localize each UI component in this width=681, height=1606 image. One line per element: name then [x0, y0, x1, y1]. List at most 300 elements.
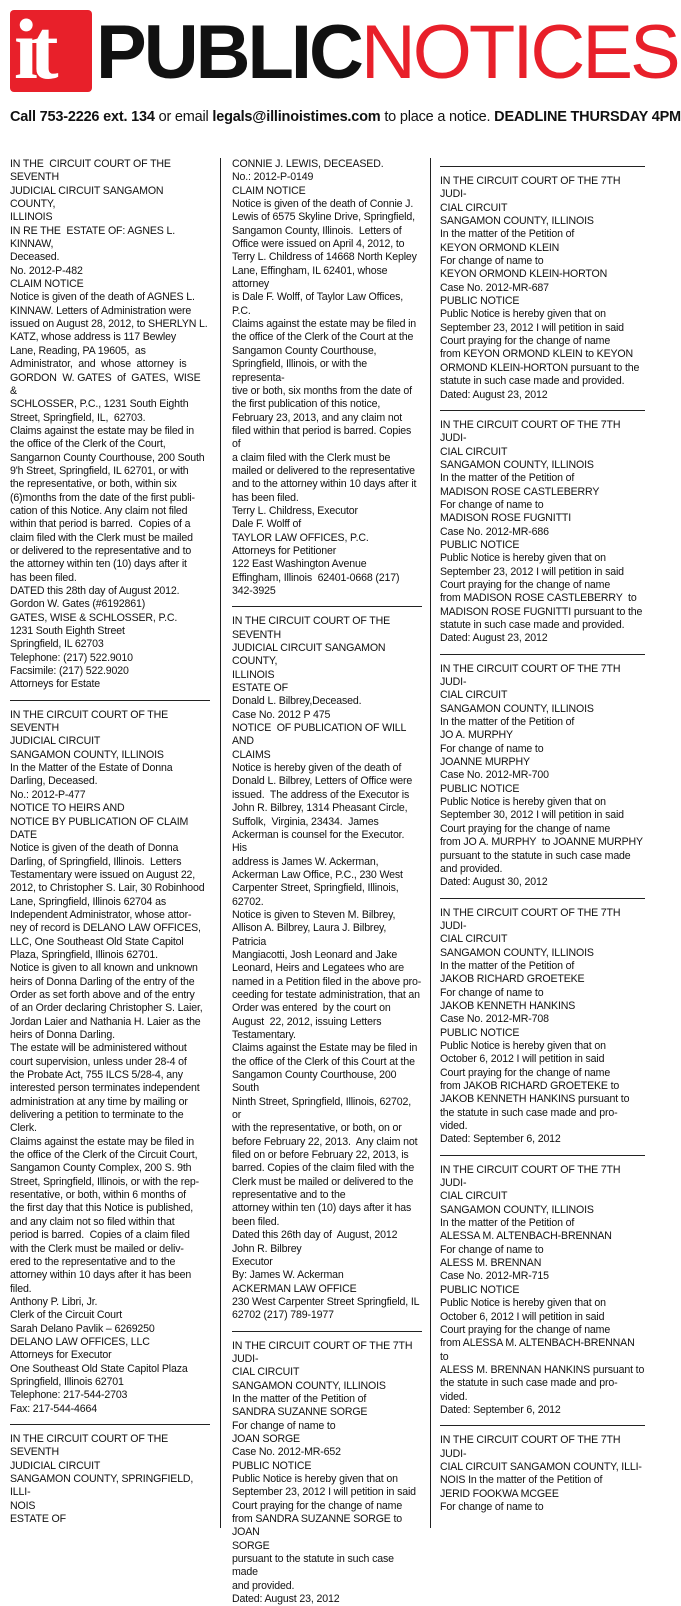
notice-line: SANGAMON COUNTY, ILLINOIS: [440, 1203, 594, 1216]
notice-divider: [440, 1155, 645, 1156]
notice-line: Court praying for the change of name: [440, 1323, 611, 1336]
notice-line: ORMOND KLEIN-HORTON pursuant to the: [440, 361, 640, 374]
notice-line: 342-3925: [232, 585, 276, 597]
notice-line: Fax: 217-544-4664: [10, 1402, 97, 1415]
notice-line: PUBLIC NOTICE: [440, 1283, 520, 1296]
notice-line: Case No. 2012 P 475: [232, 708, 331, 721]
notice-line: Springfield, Illinois 62701: [10, 1375, 124, 1388]
notice-line: SCHLOSSER, P.C., 1231 South Eighth: [10, 398, 189, 411]
notice-line: In the matter of the Petition of: [440, 228, 575, 241]
notice-line: ney of record is DELANO LAW OFFICES,: [10, 922, 201, 935]
notice-line: SANGAMON COUNTY, SPRINGFIELD, ILLI-: [10, 1473, 197, 1499]
notice-line: For change of name to: [440, 1243, 544, 1256]
notice-line: and provided.: [232, 1579, 295, 1592]
illinois-times-logo: it: [10, 10, 92, 92]
notice-line: In the matter of the Petition of: [440, 1217, 575, 1230]
notice-line: IN THE CIRCUIT COURT OF THE SEVENTH: [10, 1432, 171, 1459]
notice-line: attorney within ten (10) days after it has: [232, 1202, 412, 1215]
notice-line: ILLINOIS: [232, 668, 275, 681]
notice-line: Administrator, and whose attorney is: [10, 358, 187, 371]
notice-line: representative and to the: [232, 1189, 346, 1202]
notice-line: IN THE CIRCUIT COURT OF THE SEVENTH: [232, 615, 393, 641]
notice-line: IN RE THE ESTATE OF: AGNES L. KINNAW,: [10, 224, 178, 251]
notice-line: Donald L. Bilbrey, Letters of Office were: [232, 775, 413, 788]
notice-line: has been filed.: [232, 491, 299, 504]
notice-line: a claim filed with the Clerk must be: [232, 451, 391, 464]
notice-line: the office of the Clerk of the Circuit Court,: [10, 1149, 198, 1162]
notice-column-1: [10, 158, 210, 1536]
notice-line: 1231 South Eighth Street: [10, 625, 125, 638]
column-divider: [220, 158, 221, 1528]
notice-line: period is barred. Copies of a claim filed: [10, 1229, 190, 1242]
notice-line: Gordon W. Gates (#6192861): [10, 598, 146, 611]
notice-line: statute in such case made and provided.: [440, 375, 625, 388]
notice-line: JUDICIAL CIRCUIT: [10, 1459, 101, 1472]
notice-line: to: [440, 1350, 449, 1363]
notice-line: ALESS M. BRENNAN: [440, 1257, 542, 1270]
notice-line: Anthony P. Libri, Jr.: [10, 1295, 98, 1308]
notice-line: (6)months from the date of the first publi-: [10, 491, 195, 504]
notice-line: CIAL CIRCUIT: [440, 689, 508, 702]
notice-line: Court praying for the change of name: [232, 1499, 403, 1512]
notice-line: pursuant to the statute in such case made: [232, 1553, 397, 1579]
notice-line: No. 2012-P-482: [10, 264, 83, 277]
notice-line: before February 22, 2013. Any claim not: [232, 1135, 418, 1148]
notice-line: In the matter of the Petition of: [440, 959, 575, 972]
notice-line: Case No. 2012-MR-715: [440, 1270, 549, 1283]
notice-line: Court praying for the change of name: [440, 1066, 611, 1079]
notice-line: IN THE CIRCUIT COURT OF THE 7TH JUDI-: [440, 1434, 624, 1460]
notice-line: IN THE CIRCUIT COURT OF THE 7TH JUDI-: [440, 418, 624, 445]
legal-notice: [10, 158, 210, 692]
notice-line: John R. Bilbrey: [232, 1242, 302, 1255]
notice-divider: [10, 1424, 210, 1425]
notice-divider: [440, 1425, 645, 1426]
notice-line: SANDRA SUZANNE SORGE: [232, 1406, 368, 1419]
notice-line: Order as set forth above and of the entry: [10, 988, 195, 1001]
notice-line: For change of name to: [440, 1500, 544, 1513]
notice-line: Springfield, IL 62703: [10, 638, 104, 651]
notice-divider: [232, 1331, 422, 1332]
notice-line: 62702.: [232, 895, 264, 908]
notice-line: Notice is given of the death of Connie J.: [232, 198, 414, 211]
notice-line: Notice is given of the death of Donna: [10, 842, 179, 855]
notice-line: In the Matter of the Estate of Donna: [10, 762, 173, 775]
notice-line: MADISON ROSE FUGNITTI: [440, 512, 572, 525]
notice-line: Lane, Effingham, IL 62401, whose attorney: [232, 264, 391, 291]
notice-line: Testamentary.: [232, 1029, 296, 1041]
notice-line: September 23, 2012 I will petition in said: [440, 321, 624, 334]
notice-line: vided.: [440, 1390, 468, 1403]
notice-line: Carpenter Street, Springfield, Illinois,: [232, 882, 399, 895]
notice-line: JO A. MURPHY: [440, 729, 513, 742]
notice-line: the office of the Clerk of the Court,: [10, 438, 166, 451]
notice-line: Plaza, Springfield, Illinois 62701.: [10, 948, 158, 961]
notice-line: JAKOB RICHARD GROETEKE: [440, 973, 585, 986]
notice-line: Court praying for the change of name: [440, 578, 611, 591]
notice-line: 9'h Street, Springfield, IL 62701, or with: [10, 464, 189, 477]
title-public: PUBLIC: [96, 10, 361, 95]
notice-line: Court praying for the change of name: [440, 822, 611, 835]
notice-line: SORGE: [232, 1539, 270, 1552]
notice-line: 2012, to Christopher S. Lair, 30 Robinhood: [10, 882, 205, 895]
notice-line: Dated: August 30, 2012: [440, 876, 548, 889]
notice-line: Case No. 2012-MR-700: [440, 769, 549, 782]
notice-line: Case No. 2012-MR-687: [440, 281, 549, 294]
notice-line: DELANO LAW OFFICES, LLC: [10, 1335, 150, 1348]
notice-line: Claims against the Estate may be filed in: [232, 1042, 418, 1055]
notice-line: One Southeast Old State Capitol Plaza: [10, 1362, 188, 1375]
notice-line: Dale F. Wolff of: [232, 518, 302, 531]
legal-notice: [440, 663, 645, 890]
notice-line: ered to the representative and to the: [10, 1255, 176, 1268]
notice-line: issued. The address of the Executor is: [232, 788, 410, 801]
notice-line: has been filed.: [10, 571, 77, 584]
notice-line: John R. Bilbrey, 1314 Pheasant Circle,: [232, 802, 408, 815]
notice-line: Ninth Street, Springfield, Illinois, 62702, or: [232, 1095, 414, 1122]
notice-line: Public Notice is hereby given that on: [440, 308, 606, 321]
notice-line: Public Notice is hereby given that on: [440, 1297, 606, 1310]
notice-line: with the representative, or both, on or: [232, 1122, 402, 1135]
notice-line: Dated: September 6, 2012: [440, 1133, 561, 1146]
notice-line: resentative, or both, within 6 months of: [10, 1189, 186, 1202]
notice-line: PUBLIC NOTICE: [440, 1026, 520, 1039]
masthead: [0, 0, 681, 135]
notice-line: from ALESSA M. ALTENBACH-BRENNAN: [440, 1337, 635, 1350]
notice-line: Sarah Delano Pavlik – 6269250: [10, 1322, 155, 1335]
notice-line: the office of the Clerk of this Court at the: [232, 1055, 415, 1068]
notice-line: Donald L. Bilbrey,Deceased.: [232, 695, 362, 708]
notice-line: IN THE CIRCUIT COURT OF THE 7TH JUDI-: [440, 662, 624, 689]
notice-line: the first publication of this notice,: [232, 398, 381, 411]
notice-line: For change of name to: [440, 498, 544, 511]
legal-notice: [232, 615, 422, 1322]
notice-line: Dated: August 23, 2012: [440, 632, 548, 645]
notice-line: is Dale F. Wolff, of Taylor Law Offices, P.C.: [232, 291, 406, 317]
notice-line: Clerk must be mailed or delivered to the: [232, 1175, 414, 1188]
notice-divider: [232, 606, 422, 607]
legal-notice: [10, 709, 210, 1416]
notice-line: Order was entered by the court on: [232, 1002, 391, 1015]
phone-text: Call 753-2226 ext. 134: [10, 109, 155, 125]
notice-line: ESTATE OF: [10, 1513, 66, 1526]
notice-line: JOANNE MURPHY: [440, 756, 530, 769]
notice-line: September 23, 2012 I will petition in said: [232, 1486, 416, 1499]
notice-line: ceeding for testate administration, that an: [232, 988, 420, 1001]
notice-line: No.: 2012-P-0149: [232, 171, 314, 184]
notice-line: September 23, 2012 I will petition in said: [440, 565, 624, 578]
notice-line: Allison A. Bilbrey, Laura J. Bilbrey, Patricia: [232, 922, 390, 948]
notice-line: Sangarnon County Courthouse, 200 South: [10, 451, 205, 464]
notice-line: JERID FOOKWA MCGEE: [440, 1487, 559, 1500]
notice-line: February 23, 2013, and any claim not: [232, 411, 403, 424]
notice-line: PUBLIC NOTICE: [440, 782, 520, 795]
notice-line: SANGAMON COUNTY, ILLINOIS: [440, 702, 594, 715]
notice-line: In the matter of the Petition of: [440, 472, 575, 485]
notice-line: Effingham, Illinois 62401-0668 (217): [232, 571, 400, 584]
notice-line: CONNIE J. LEWIS, DECEASED.: [232, 158, 384, 170]
notice-line: For change of name to: [440, 255, 544, 268]
notice-line: Lewis of 6575 Skyline Drive, Springfield,: [232, 211, 415, 224]
notice-line: Telephone: 217-544-2703: [10, 1389, 128, 1402]
notice-line: Sangamon County Courthouse, 200 South: [232, 1069, 400, 1095]
notice-line: PUBLIC NOTICE: [440, 538, 520, 551]
notice-line: the Probate Act, 755 ILCS 5/28-4, any: [10, 1069, 183, 1082]
notice-line: the statute in such case made and pro-: [440, 1106, 618, 1119]
notice-line: Case No. 2012-MR-652: [232, 1446, 341, 1459]
notice-line: Street, Springfield, IL, 62703.: [10, 411, 146, 424]
notice-line: October 6, 2012 I will petition in said: [440, 1310, 605, 1323]
notice-line: heirs of Donna Darling of the entry of the: [10, 975, 195, 988]
notice-line: Sangamon County Complex, 200 S. 9th: [10, 1162, 192, 1175]
notice-line: with the Clerk must be mailed or deliv-: [10, 1242, 184, 1255]
notice-line: or delivered to the representative and to: [10, 544, 192, 557]
section-title: [96, 12, 678, 94]
notice-line: Independent Administrator, whose attor-: [10, 908, 192, 921]
notice-line: KINNAW. Letters of Administration were: [10, 304, 192, 317]
notice-line: Mangiacotti, Josh Leonard and Jake: [232, 948, 398, 961]
notice-line: No.: 2012-P-477: [10, 788, 86, 801]
notice-line: Suffolk, Virginia, 23434. James: [232, 815, 379, 828]
notice-line: Lane, Springfield, Illinois 62704 as: [10, 895, 166, 908]
notice-line: 230 West Carpenter Street Springfield, IL: [232, 1295, 420, 1308]
notice-line: Dated: August 23, 2012: [440, 388, 548, 401]
notice-line: address is James W. Ackerman,: [232, 855, 379, 868]
notice-line: vided.: [440, 1120, 468, 1133]
notice-line: CLAIM NOTICE: [232, 184, 306, 197]
notice-line: named in a Petition filed in the above pro-: [232, 975, 422, 988]
notice-line: JUDICIAL CIRCUIT SANGAMON COUNTY,: [232, 642, 389, 668]
notice-line: SANGAMON COUNTY, ILLINOIS: [10, 748, 164, 761]
notice-line: claim filed with the Clerk must be mailed: [10, 531, 193, 544]
notice-line: For change of name to: [232, 1419, 336, 1432]
notice-divider: [440, 654, 645, 655]
notice-column-3: [440, 158, 645, 1536]
notice-line: Dated: September 6, 2012: [440, 1403, 561, 1416]
notice-line: Sangamon County, Illinois. Letters of: [232, 224, 402, 237]
notice-line: CIAL CIRCUIT SANGAMON COUNTY, ILLI-: [440, 1460, 642, 1473]
notice-line: IN THE CIRCUIT COURT OF THE SEVENTH: [10, 708, 171, 735]
notice-line: For change of name to: [440, 742, 544, 755]
notice-line: from JO A. MURPHY to JOANNE MURPHY: [440, 836, 643, 849]
notice-line: CIAL CIRCUIT: [440, 445, 508, 458]
notice-line: Claims against the estate may be filed in: [10, 1135, 195, 1148]
notice-line: LLC, One Southeast Old State Capitol: [10, 935, 184, 948]
notice-line: delivering a petition to terminate to the: [10, 1109, 184, 1122]
notice-line: DATED this 28th day of August 2012.: [10, 585, 180, 597]
notice-line: KEYON ORMOND KLEIN-HORTON: [440, 268, 608, 281]
notice-line: CIAL CIRCUIT: [440, 201, 508, 214]
notice-line: IN THE CIRCUIT COURT OF THE SEVENTH: [10, 158, 174, 184]
notice-line: CIAL CIRCUIT: [232, 1366, 300, 1379]
notice-line: of an Order declaring Christopher S. Laier,: [10, 1002, 203, 1015]
notice-line: CLAIMS: [232, 748, 271, 761]
notice-line: the office of the Clerk of the Court at the: [232, 331, 414, 344]
notice-line: SANGAMON COUNTY, ILLINOIS: [440, 946, 594, 959]
notice-line: Attorneys for Estate: [10, 678, 101, 691]
notice-line: NOTICE TO HEIRS AND: [10, 802, 125, 815]
notice-line: Public Notice is hereby given that on: [440, 796, 606, 809]
notice-line: tive or both, six months from the date of: [232, 384, 412, 397]
column-divider: [430, 158, 431, 1528]
notice-line: IN THE CIRCUIT COURT OF THE 7TH JUDI-: [440, 1163, 624, 1190]
notice-line: In the matter of the Petition of: [232, 1392, 367, 1405]
notice-line: Dated this 26th day of August, 2012: [232, 1229, 398, 1242]
deadline-text: DEADLINE THURSDAY 4PM: [494, 109, 681, 125]
contact-tagline: Call 753-2226 ext. 134 or email legals@illinoistimes.com to place a notice. DEADLINE THURSDAY 4PM: [10, 109, 681, 125]
notice-line: Darling, of Springfield, Illinois. Letters: [10, 855, 182, 868]
notice-line: August 22, 2012, issuing Letters: [232, 1015, 382, 1028]
notice-line: barred. Copies of the claim filed with the: [232, 1162, 415, 1175]
notice-line: TAYLOR LAW OFFICES, P.C.: [232, 531, 369, 544]
notice-line: Facsimile: (217) 522.9020: [10, 665, 129, 678]
notice-line: MADISON ROSE CASTLEBERRY: [440, 485, 600, 498]
notice-line: Ackerman is counsel for the Executor. His: [232, 828, 410, 855]
notice-line: JAKOB KENNETH HANKINS: [440, 999, 576, 1012]
notice-line: and provided.: [440, 862, 503, 875]
notice-line: Notice is given to Steven M. Bilbrey,: [232, 908, 396, 921]
notice-line: NOTICE BY PUBLICATION OF CLAIM DATE: [10, 815, 191, 841]
notice-line: the attorney within ten (10) days after it: [10, 558, 187, 571]
legal-notice: [440, 1164, 645, 1418]
notice-line: administration at any time by mailing or: [10, 1095, 188, 1108]
notice-line: IN THE CIRCUIT COURT OF THE 7TH JUDI-: [440, 906, 624, 932]
notice-line: interested person terminates independent: [10, 1082, 200, 1095]
notice-line: ACKERMAN LAW OFFICE: [232, 1282, 357, 1295]
notice-line: court supervision, unless under 28-4 of: [10, 1055, 187, 1068]
notice-line: NOTICE OF PUBLICATION OF WILL AND: [232, 722, 409, 748]
notice-line: Court praying for the change of name: [440, 335, 611, 348]
notice-line: pursuant to the statute in such case made: [440, 849, 631, 862]
notice-line: Claims against the estate may be filed in: [10, 424, 195, 437]
email-link[interactable]: legals@illinoistimes.com: [212, 109, 381, 125]
notice-line: In the matter of the Petition of: [440, 716, 575, 729]
notice-line: Clerk of the Circuit Court: [10, 1309, 123, 1322]
notice-line: been filed.: [232, 1215, 280, 1228]
notice-line: SANGAMON COUNTY, ILLINOIS: [440, 215, 594, 228]
notice-line: issued on August 28, 2012, to SHERLYN L.: [10, 318, 208, 331]
notice-line: IN THE CIRCUIT COURT OF THE 7TH JUDI-: [232, 1339, 416, 1365]
notice-line: ESTATE OF: [232, 682, 288, 695]
notice-line: filed on or before February 22, 2013, is: [232, 1149, 409, 1162]
notice-line: heirs of Donna Darling.: [10, 1029, 115, 1041]
notice-line: 62702 (217) 789-1977: [232, 1309, 334, 1322]
notice-line: Public Notice is hereby given that on: [440, 552, 606, 565]
notice-line: from JAKOB RICHARD GROETEKE to: [440, 1080, 620, 1092]
notice-line: SANGAMON COUNTY, ILLINOIS: [440, 458, 594, 471]
notice-line: JOAN SORGE: [232, 1432, 300, 1445]
notice-line: Claims against the estate may be filed in: [232, 318, 417, 331]
notice-line: GATES, WISE & SCHLOSSER, P.C.: [10, 611, 178, 624]
notice-divider: [440, 898, 645, 899]
notice-line: Case No. 2012-MR-686: [440, 525, 549, 538]
notice-line: and to the attorney within 10 days after it: [232, 478, 417, 491]
notice-line: PUBLIC NOTICE: [440, 295, 520, 308]
notice-line: Office were issued on April 4, 2012, to: [232, 238, 405, 251]
notice-divider: [440, 166, 645, 167]
notice-line: ALESSA M. ALTENBACH-BRENNAN: [440, 1230, 612, 1243]
notice-line: Jordan Laier and Nathania H. Laier as the: [10, 1015, 201, 1028]
notice-line: NOIS In the matter of the Petition of: [440, 1474, 603, 1487]
notice-line: Clerk.: [10, 1122, 37, 1135]
notice-line: The estate will be administered without: [10, 1042, 187, 1055]
notice-line: By: James W. Ackerman: [232, 1269, 344, 1282]
notice-line: from KEYON ORMOND KLEIN to KEYON: [440, 348, 633, 361]
notice-line: IN THE CIRCUIT COURT OF THE 7TH JUDI-: [440, 175, 624, 201]
notice-line: filed within that period is barred. Copies of: [232, 424, 414, 451]
notice-line: from MADISON ROSE CASTLEBERRY to: [440, 592, 637, 605]
notice-line: Testamentary were issued on August 22,: [10, 868, 196, 881]
notice-line: Public Notice is hereby given that on: [440, 1039, 606, 1052]
notice-line: Telephone: (217) 522.9010: [10, 651, 133, 664]
notice-line: mailed or delivered to the representative: [232, 464, 415, 477]
notice-line: Attorneys for Executor: [10, 1349, 112, 1362]
notice-line: CLAIM NOTICE: [10, 278, 84, 291]
notice-line: the first day that this Notice is published,: [10, 1202, 194, 1215]
notice-divider: [440, 410, 645, 411]
notice-line: and any claim not so filed within that: [10, 1215, 175, 1228]
notice-line: Darling, Deceased.: [10, 775, 98, 788]
notice-line: 122 East Washington Avenue: [232, 558, 367, 571]
notice-line: Street, Springfield, Illinois, or with the rep-: [10, 1175, 200, 1188]
notice-line: Lane, Reading, PA 19605, as: [10, 344, 146, 357]
notice-line: Sangamon County Courthouse,: [232, 344, 377, 357]
notice-line: SANGAMON COUNTY, ILLINOIS: [232, 1379, 386, 1392]
notices-columns: [0, 158, 670, 1606]
notice-line: ILLINOIS: [10, 211, 53, 224]
notice-line: CIAL CIRCUIT: [440, 1190, 508, 1203]
notice-line: cation of this Notice. Any claim not filed: [10, 504, 188, 517]
notice-line: Leonard, Heirs and Legatees who are: [232, 962, 405, 975]
notice-line: the representative, or both, within six: [10, 478, 177, 491]
legal-notice: [440, 1434, 645, 1514]
notice-line: attorney within 10 days after it has been: [10, 1269, 192, 1282]
notice-line: PUBLIC NOTICE: [232, 1459, 312, 1472]
notice-line: within that period is barred. Copies of a: [10, 518, 191, 531]
notice-line: statute in such case made and provided.: [440, 619, 625, 631]
notice-line: ALESS M. BRENNAN HANKINS pursuant to: [440, 1363, 645, 1376]
title-notices: NOTICES: [360, 10, 678, 95]
notice-divider: [10, 700, 210, 701]
notice-line: Public Notice is hereby given that on: [232, 1473, 398, 1485]
notice-line: NOIS: [10, 1499, 36, 1512]
legal-notice: [232, 1340, 422, 1606]
notice-line: Notice is given to all known and unknown: [10, 962, 198, 975]
notice-line: from SANDRA SUZANNE SORGE to JOAN: [232, 1513, 405, 1539]
notice-line: the statute in such case made and pro-: [440, 1377, 618, 1390]
notice-line: Terry L. Childress, Executor: [232, 504, 358, 517]
notice-line: GORDON W. GATES of GATES, WISE &: [10, 371, 204, 397]
notice-column-2: [232, 158, 422, 1606]
notice-line: For change of name to: [440, 986, 544, 999]
legal-notice: [440, 419, 645, 646]
notice-line: Attorneys for Petitioner: [232, 544, 337, 557]
notice-line: Springfield, Illinois, or with the representa-: [232, 358, 370, 384]
notice-line: KATZ, whose address is 117 Bewley: [10, 331, 176, 344]
legal-notice: [232, 158, 422, 598]
notice-line: MADISON ROSE FUGNITTI pursuant to the: [440, 605, 643, 618]
notice-line: filed.: [10, 1282, 32, 1295]
notice-line: Notice is hereby given of the death of: [232, 762, 402, 775]
notice-line: Case No. 2012-MR-708: [440, 1013, 549, 1026]
legal-notice: [10, 1433, 210, 1526]
legal-notice: [440, 907, 645, 1147]
notice-line: JAKOB KENNETH HANKINS pursuant to: [440, 1093, 630, 1106]
notice-line: Notice is given of the death of AGNES L.: [10, 291, 195, 304]
notice-line: Terry L. Childress of 14668 North Kepley: [232, 251, 417, 264]
notice-line: KEYON ORMOND KLEIN: [440, 241, 560, 254]
notice-line: CIAL CIRCUIT: [440, 933, 508, 946]
